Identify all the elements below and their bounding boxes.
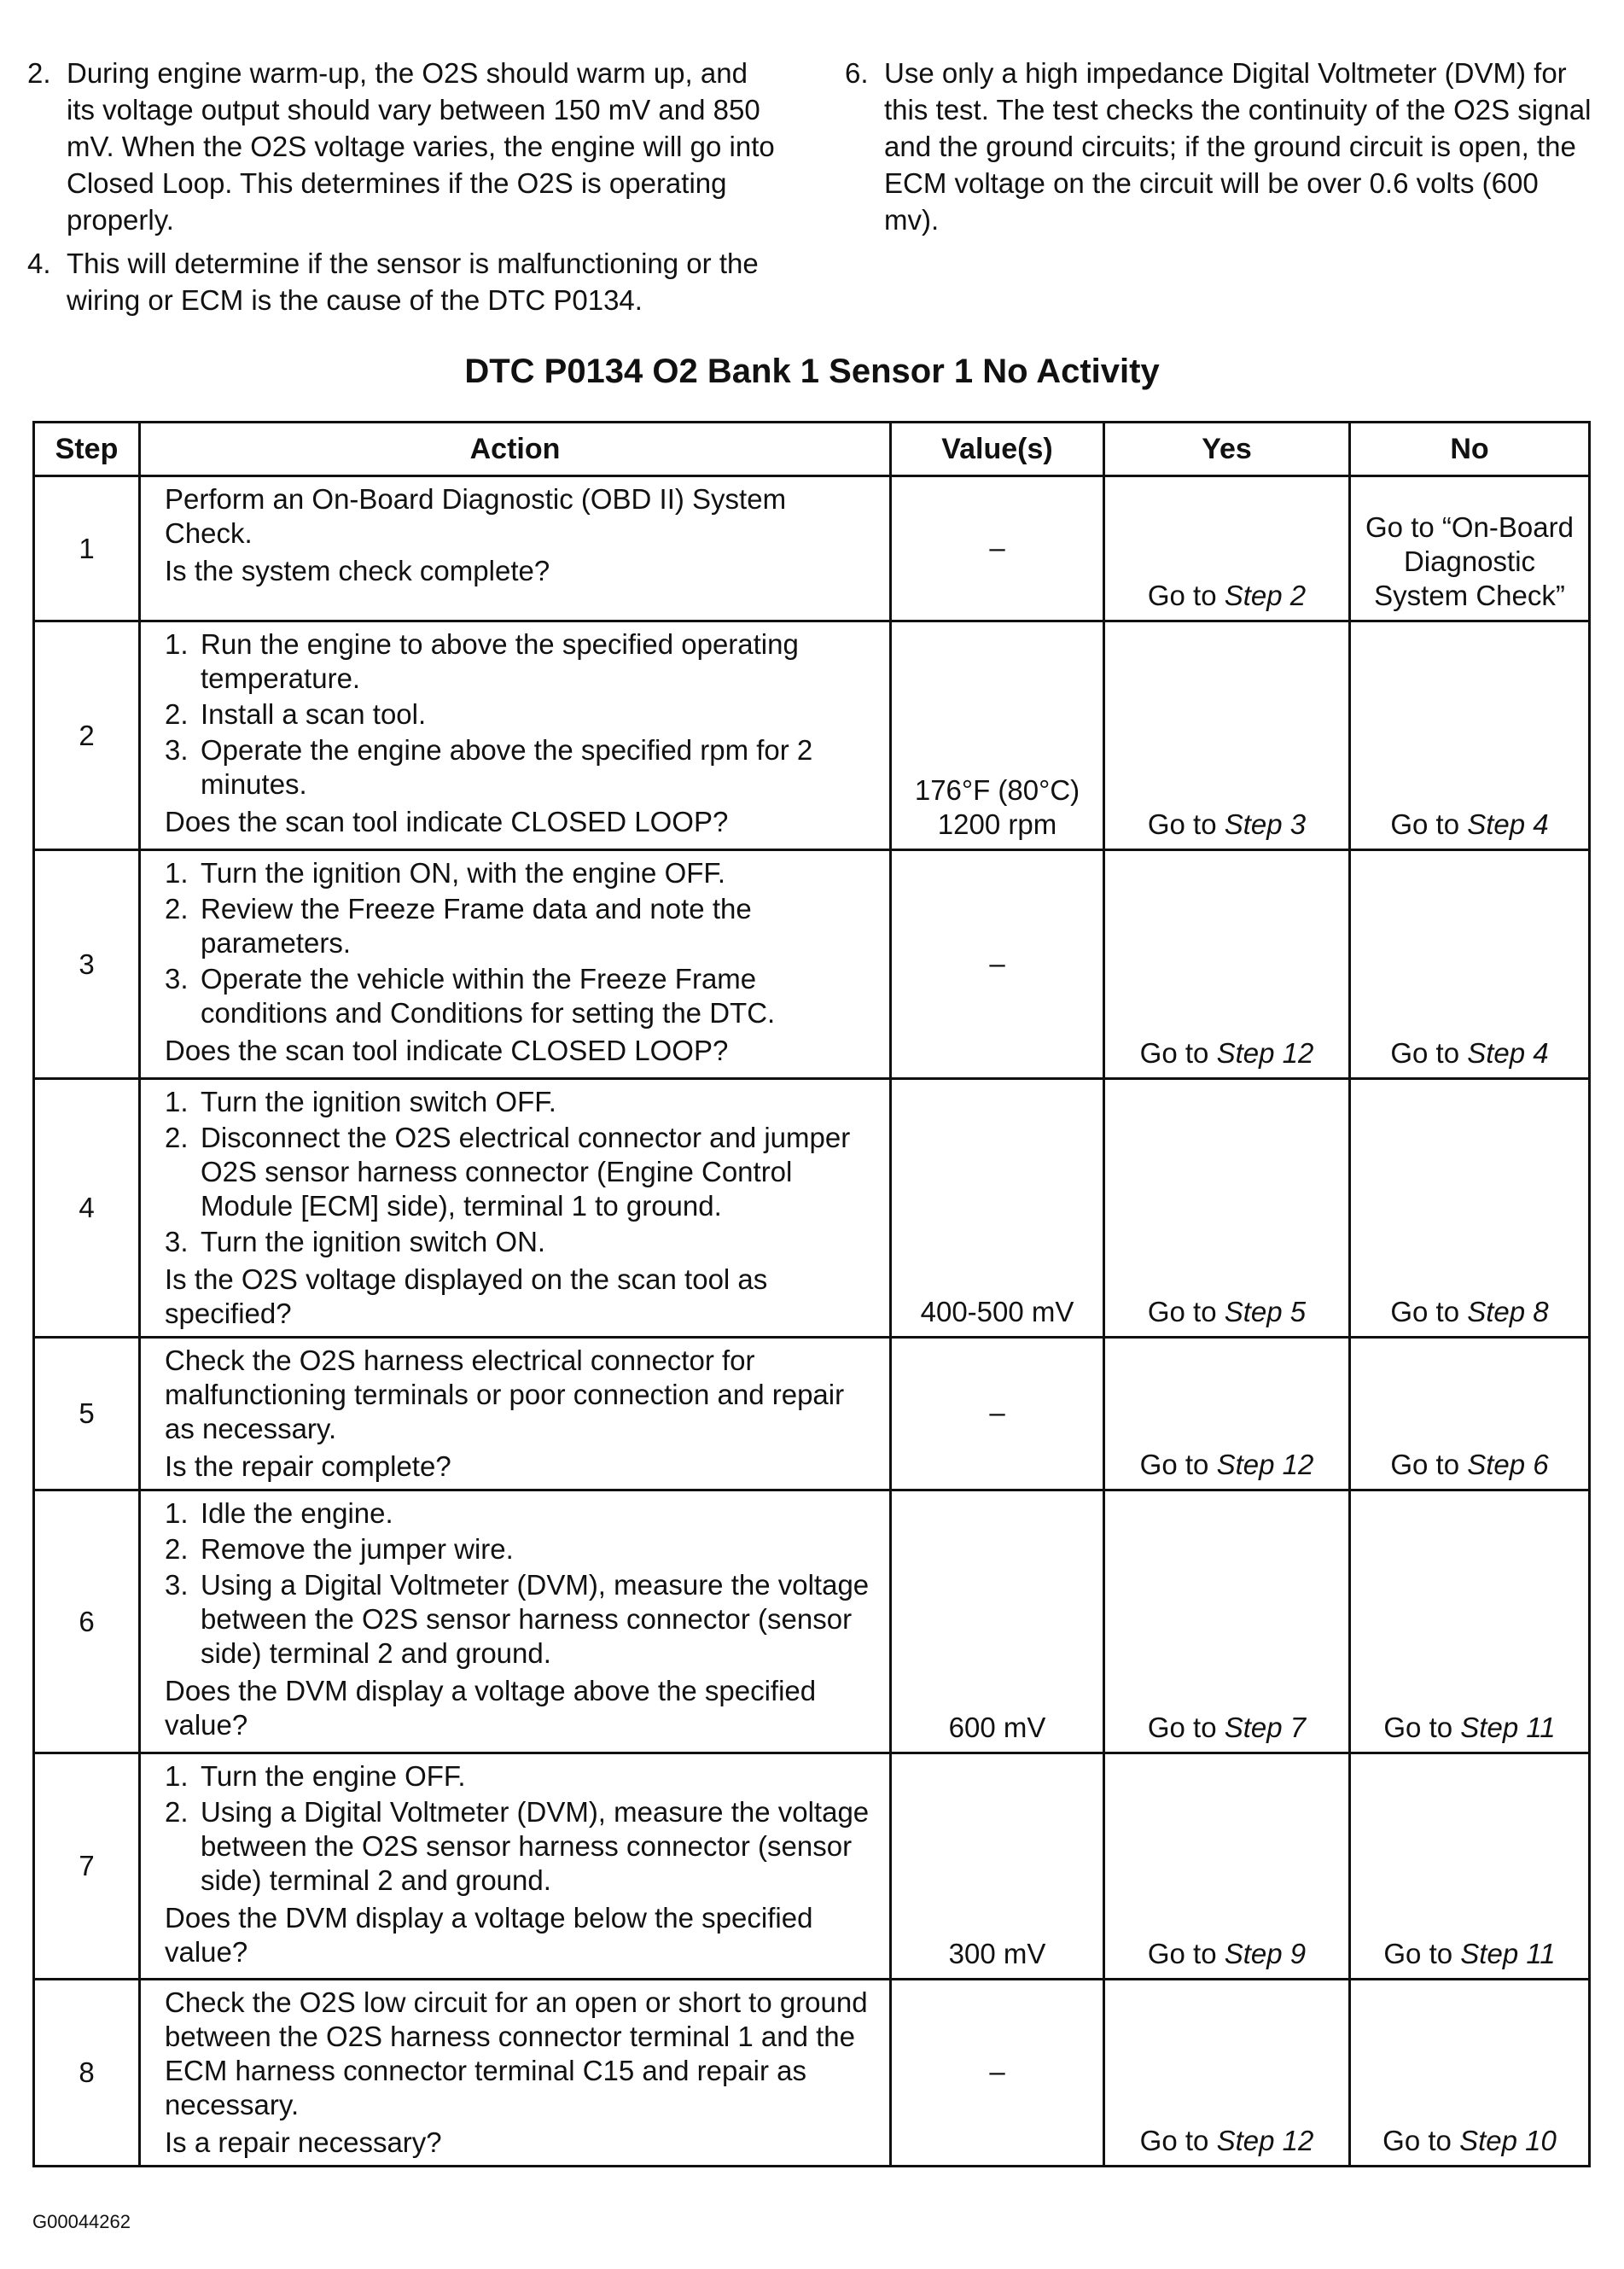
action-steps [165, 1496, 877, 1671]
action-step-number: 2. [165, 1533, 189, 1565]
action-step-number: 1. [165, 857, 189, 889]
action-step-item [165, 1121, 877, 1223]
action-step-number: 2. [165, 893, 189, 925]
value-cell [891, 1980, 1104, 2167]
step-number: 7 [34, 1753, 140, 1980]
action-question: Is the O2S voltage displayed on the scan tool as specified? [165, 1263, 768, 1329]
action-step-number: 2. [165, 1796, 189, 1828]
action-step-number: 3. [165, 1569, 189, 1601]
diagnostic-table [32, 421, 1591, 2167]
value-text: 1200 rpm [937, 808, 1057, 840]
action-step-item [165, 1568, 877, 1671]
no-cell [1350, 850, 1590, 1079]
action-step-text: Disconnect the O2S electrical connector and jumper O2S sensor harness connector (Engine Control Module [ECM] side), terminal 1 to ground. [201, 1122, 851, 1222]
action-step-text: Review the Freeze Frame data and note the parameters. [201, 893, 752, 959]
action-statement: Perform an On-Board Diagnostic (OBD II) System Check. [165, 483, 787, 549]
value-cell [891, 621, 1104, 850]
action-step-item [165, 962, 877, 1030]
no-target-step: Step 4 [1467, 1037, 1549, 1069]
header-action: Action [140, 423, 891, 476]
action-question: Does the DVM display a voltage below the specified value? [165, 1902, 813, 1968]
no-target-step: Step 10 [1459, 2125, 1557, 2156]
intro-note-number: 4. [27, 248, 51, 279]
action-step-item [165, 892, 877, 960]
action-steps [165, 856, 877, 1030]
action-steps [165, 1085, 877, 1259]
step-number: 4 [34, 1079, 140, 1338]
action-step-text: Operate the vehicle within the Freeze Frame conditions and Conditions for setting the DTC. [201, 963, 776, 1029]
action-question: Does the scan tool indicate CLOSED LOOP? [165, 1035, 729, 1066]
intro-notes-right [845, 55, 1596, 245]
yes-prefix: Go to [1147, 1712, 1225, 1743]
action-steps [165, 1759, 877, 1898]
action-step-item [165, 1532, 877, 1566]
table-title: DTC P0134 O2 Bank 1 Sensor 1 No Activity [464, 353, 1160, 390]
action-cell [140, 476, 891, 621]
header-values: Value(s) [891, 423, 1104, 476]
value-text: – [989, 1397, 1005, 1428]
yes-prefix: Go to [1147, 808, 1225, 840]
header-no: No [1350, 423, 1590, 476]
yes-target-step: Step 5 [1224, 1296, 1307, 1327]
action-step-text: Turn the ignition ON, with the engine OFF. [201, 857, 726, 889]
intro-note [845, 55, 1596, 238]
action-step-text: Using a Digital Voltmeter (DVM), measure the voltage between the O2S sensor harness connector (sensor side) terminal 2 and ground. [201, 1796, 870, 1896]
action-step-number: 2. [165, 1122, 189, 1153]
action-step-item [165, 1225, 877, 1259]
intro-notes-left [27, 55, 778, 325]
intro-note-text: Use only a high impedance Digital Voltmeter (DVM) for this test. The test checks the continuity of the O2S signal and the ground circuits; if the ground circuit is open, the ECM voltage on the circuit will be over 0.6 volts (600 mv). [884, 57, 1592, 236]
yes-cell [1104, 621, 1350, 850]
action-step-item [165, 1795, 877, 1898]
action-step-text: Turn the ignition switch OFF. [201, 1086, 556, 1117]
action-step-text: Operate the engine above the specified rpm for 2 minutes. [201, 734, 813, 800]
table-row [34, 1338, 1590, 1490]
value-cell [891, 1079, 1104, 1338]
yes-target-step: Step 9 [1224, 1938, 1307, 1969]
value-text: 300 mV [948, 1938, 1046, 1969]
no-target-step: Step 11 [1460, 1938, 1556, 1969]
value-cell [891, 850, 1104, 1079]
no-target-step: Step 11 [1460, 1712, 1556, 1743]
table-row [34, 621, 1590, 850]
action-step-number: 2. [165, 698, 189, 730]
action-question: Does the DVM display a voltage above the specified value? [165, 1675, 817, 1741]
no-prefix: Go to [1390, 1037, 1468, 1069]
action-step-number: 1. [165, 1086, 189, 1117]
step-number: 5 [34, 1338, 140, 1490]
action-step-item [165, 856, 877, 890]
intro-note-number: 6. [845, 57, 869, 89]
action-step-number: 3. [165, 963, 189, 995]
step-number: 3 [34, 850, 140, 1079]
yes-prefix: Go to [1147, 580, 1225, 611]
intro-note [27, 55, 778, 238]
yes-cell [1104, 1490, 1350, 1753]
action-step-item [165, 627, 877, 696]
value-cell [891, 1490, 1104, 1753]
action-cell [140, 621, 891, 850]
table-row [34, 850, 1590, 1079]
value-cell [891, 1753, 1104, 1980]
yes-target-step: Step 2 [1224, 580, 1307, 611]
no-prefix: Go to [1390, 1449, 1468, 1480]
no-cell [1350, 1490, 1590, 1753]
action-step-item [165, 697, 877, 732]
no-target-step: Step 4 [1467, 808, 1549, 840]
action-question: Is the repair complete? [165, 1450, 451, 1482]
action-step-text: Turn the ignition switch ON. [201, 1226, 546, 1257]
intro-note [27, 245, 778, 318]
no-prefix: Go to [1390, 808, 1468, 840]
action-question: Is a repair necessary? [165, 2126, 442, 2158]
yes-target-step: Step 7 [1224, 1712, 1307, 1743]
value-text: – [989, 2056, 1005, 2087]
no-cell [1350, 621, 1590, 850]
yes-cell [1104, 476, 1350, 621]
step-number: 1 [34, 476, 140, 621]
action-statement: Check the O2S harness electrical connector for malfunctioning terminals or poor connection and repair as necessary. [165, 1344, 845, 1444]
yes-target-step: Step 12 [1216, 1449, 1314, 1480]
value-cell [891, 476, 1104, 621]
value-cell [891, 1338, 1104, 1490]
action-step-number: 3. [165, 734, 189, 766]
action-step-text: Using a Digital Voltmeter (DVM), measure the voltage between the O2S sensor harness connector (sensor side) terminal 2 and ground. [201, 1569, 870, 1669]
value-text: 176°F (80°C) [914, 774, 1080, 806]
action-question: Is the system check complete? [165, 555, 550, 586]
no-prefix: Go to [1390, 1296, 1468, 1327]
action-cell [140, 850, 891, 1079]
no-prefix: Go to [1382, 2125, 1460, 2156]
action-step-text: Turn the engine OFF. [201, 1760, 466, 1792]
action-steps [165, 627, 877, 802]
table-row [34, 1079, 1590, 1338]
table-header-row [34, 423, 1590, 476]
table-row [34, 476, 1590, 621]
step-number: 2 [34, 621, 140, 850]
no-prefix: Go to [1383, 1712, 1461, 1743]
action-step-text: Run the engine to above the specified operating temperature. [201, 628, 799, 694]
action-step-text: Install a scan tool. [201, 698, 427, 730]
action-step-number: 1. [165, 628, 189, 660]
action-step-number: 3. [165, 1226, 189, 1257]
action-step-text: Idle the engine. [201, 1497, 393, 1529]
yes-target-step: Step 12 [1216, 2125, 1314, 2156]
action-statement: Check the O2S low circuit for an open or short to ground between the O2S harness connector terminal 1 and the ECM harness connector terminal C15 and repair as necessary. [165, 1986, 868, 2120]
no-prefix: Go to [1383, 1938, 1461, 1969]
action-cell [140, 1079, 891, 1338]
action-cell [140, 1980, 891, 2167]
yes-cell [1104, 1338, 1350, 1490]
no-target-step: Step 6 [1467, 1449, 1549, 1480]
action-cell [140, 1338, 891, 1490]
no-cell [1350, 1980, 1590, 2167]
action-step-item [165, 1496, 877, 1531]
yes-cell [1104, 850, 1350, 1079]
action-step-item [165, 733, 877, 802]
header-yes: Yes [1104, 423, 1350, 476]
value-text: 400-500 mV [920, 1296, 1074, 1327]
action-question: Does the scan tool indicate CLOSED LOOP? [165, 806, 729, 837]
yes-target-step: Step 12 [1216, 1037, 1314, 1069]
no-cell [1350, 476, 1590, 621]
yes-prefix: Go to [1147, 1938, 1225, 1969]
no-cell [1350, 1079, 1590, 1338]
step-number: 8 [34, 1980, 140, 2167]
table-row [34, 1753, 1590, 1980]
no-cell [1350, 1753, 1590, 1980]
yes-target-step: Step 3 [1224, 808, 1307, 840]
yes-cell [1104, 1753, 1350, 1980]
value-text: 600 mV [948, 1712, 1046, 1743]
intro-note-text: During engine warm-up, the O2S should warm up, and its voltage output should vary between 150 mV and 850 mV. When the O2S voltage varies, the engine will go into Closed Loop. This determines if the O2S is operating properly. [67, 57, 775, 236]
intro-note-text: This will determine if the sensor is malfunctioning or the wiring or ECM is the cause of the DTC P0134. [67, 248, 759, 316]
action-step-item [165, 1085, 877, 1119]
no-prefix: Go to “On-Board Diagnostic System Check” [1365, 511, 1574, 611]
yes-cell [1104, 1980, 1350, 2167]
value-text: – [989, 947, 1005, 979]
yes-prefix: Go to [1147, 1296, 1225, 1327]
action-cell [140, 1753, 891, 1980]
action-step-number: 1. [165, 1497, 189, 1529]
table-row [34, 1490, 1590, 1753]
header-step: Step [34, 423, 140, 476]
table-row [34, 1980, 1590, 2167]
yes-prefix: Go to [1139, 1037, 1217, 1069]
value-text: – [989, 531, 1005, 563]
action-step-number: 1. [165, 1760, 189, 1792]
action-cell [140, 1490, 891, 1753]
no-target-step: Step 8 [1467, 1296, 1549, 1327]
yes-prefix: Go to [1139, 2125, 1217, 2156]
yes-prefix: Go to [1139, 1449, 1217, 1480]
no-cell [1350, 1338, 1590, 1490]
yes-cell [1104, 1079, 1350, 1338]
action-step-text: Remove the jumper wire. [201, 1533, 514, 1565]
footer-code: G00044262 [32, 2211, 131, 2232]
action-step-item [165, 1759, 877, 1794]
intro-note-number: 2. [27, 57, 51, 89]
step-number: 6 [34, 1490, 140, 1753]
